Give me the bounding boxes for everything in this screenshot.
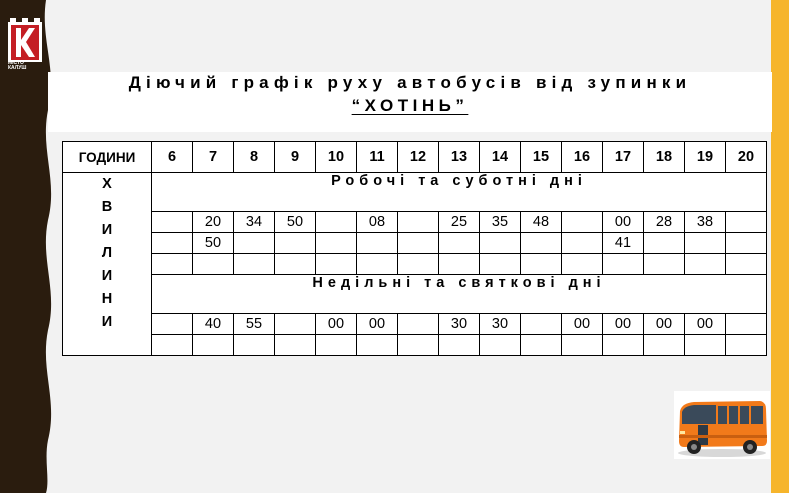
minute-cell [480,254,521,275]
minute-cell [193,254,234,275]
minute-cell [726,335,767,356]
minute-cell: 48 [521,212,562,233]
minute-cell [275,233,316,254]
minute-cell [439,335,480,356]
minute-cell: 35 [480,212,521,233]
minute-cell [316,233,357,254]
minute-cell [398,254,439,275]
minute-cell [726,254,767,275]
minute-cell [521,335,562,356]
minute-cell [521,254,562,275]
minute-cell: 00 [316,314,357,335]
logo-caption [8,61,42,71]
minute-cell [357,335,398,356]
weekday-minutes-row [63,212,767,233]
minute-cell [152,335,193,356]
schedule-table [62,141,767,356]
minute-cell: 28 [644,212,685,233]
minute-cell [644,254,685,275]
minute-cell: 00 [644,314,685,335]
minute-cell: 40 [193,314,234,335]
minute-cell [480,335,521,356]
minutes-letter: Н [101,291,113,307]
minute-cell [603,254,644,275]
minute-cell [234,233,275,254]
minute-cell [562,254,603,275]
holiday-minutes-row [63,314,767,335]
hour-cell: 9 [275,142,316,173]
minute-cell: 00 [357,314,398,335]
minute-cell [398,212,439,233]
minute-cell: 25 [439,212,480,233]
hour-cell: 12 [398,142,439,173]
minute-cell [685,233,726,254]
minute-cell [275,314,316,335]
minutes-letter: В [101,199,113,215]
weekday-section-title: Робочі та суботні дні [152,173,767,212]
hour-cell: 20 [726,142,767,173]
bus-icon [674,391,770,459]
minute-cell: 41 [603,233,644,254]
weekday-section-row [63,173,767,212]
minute-cell [439,233,480,254]
logo-caption-line1: МІСТО [8,60,24,66]
minute-cell [357,233,398,254]
minutes-letter: И [101,268,113,284]
minute-cell: 50 [193,233,234,254]
minute-cell: 20 [193,212,234,233]
hour-cell: 19 [685,142,726,173]
minute-cell: 00 [603,314,644,335]
minute-cell [562,335,603,356]
minute-cell [685,335,726,356]
minutes-letter: Х [102,176,112,192]
minute-cell [398,233,439,254]
page-title: Діючий графік руху автобусів від зупинки [128,73,692,92]
minute-cell: 00 [685,314,726,335]
minute-cell [234,254,275,275]
minute-cell [562,233,603,254]
hours-label: ГОДИНИ [63,142,152,173]
minute-cell [521,233,562,254]
minute-cell: 30 [480,314,521,335]
minute-cell: 08 [357,212,398,233]
hour-cell: 7 [193,142,234,173]
minutes-letter: Л [101,245,113,261]
holiday-section-title: Недільні та святкові дні [152,275,767,314]
stop-name-text: “ХОТІНЬ” [351,96,469,115]
minute-cell [685,254,726,275]
minute-cell [439,254,480,275]
hours-header-row [63,142,767,173]
minute-cell [726,212,767,233]
minute-cell [603,335,644,356]
minutes-label [63,173,152,356]
hour-cell: 18 [644,142,685,173]
minute-cell [316,212,357,233]
minute-cell [480,233,521,254]
hour-cell: 15 [521,142,562,173]
minute-cell [644,335,685,356]
hour-cell: 16 [562,142,603,173]
minute-cell [357,254,398,275]
minute-cell [398,314,439,335]
hour-cell: 10 [316,142,357,173]
minute-cell: 34 [234,212,275,233]
minute-cell [152,254,193,275]
minute-cell [398,335,439,356]
minute-cell [275,335,316,356]
minute-cell: 30 [439,314,480,335]
minute-cell [521,314,562,335]
minute-cell [152,233,193,254]
hour-cell: 11 [357,142,398,173]
weekday-minutes-row [63,233,767,254]
holiday-section-row [63,275,767,314]
logo-caption-line2: КАЛУШ [8,65,27,71]
minute-cell: 00 [603,212,644,233]
weekday-minutes-row [63,254,767,275]
hour-cell: 8 [234,142,275,173]
minute-cell [644,233,685,254]
minutes-letter: И [101,222,113,238]
minute-cell [152,314,193,335]
stop-name [60,96,760,116]
holiday-minutes-row [63,335,767,356]
minute-cell: 00 [562,314,603,335]
minute-cell [726,233,767,254]
hour-cell: 13 [439,142,480,173]
minute-cell [275,254,316,275]
minutes-letter: И [101,314,113,330]
minute-cell: 38 [685,212,726,233]
minute-cell [234,335,275,356]
minute-cell [152,212,193,233]
minute-cell [562,212,603,233]
minute-cell [193,335,234,356]
minute-cell: 50 [275,212,316,233]
minute-cell [726,314,767,335]
hour-cell: 6 [152,142,193,173]
bus-image [674,391,770,459]
hour-cell: 17 [603,142,644,173]
hour-cell: 14 [480,142,521,173]
minute-cell [316,335,357,356]
accent-bar [771,0,789,493]
minute-cell: 55 [234,314,275,335]
minute-cell [316,254,357,275]
